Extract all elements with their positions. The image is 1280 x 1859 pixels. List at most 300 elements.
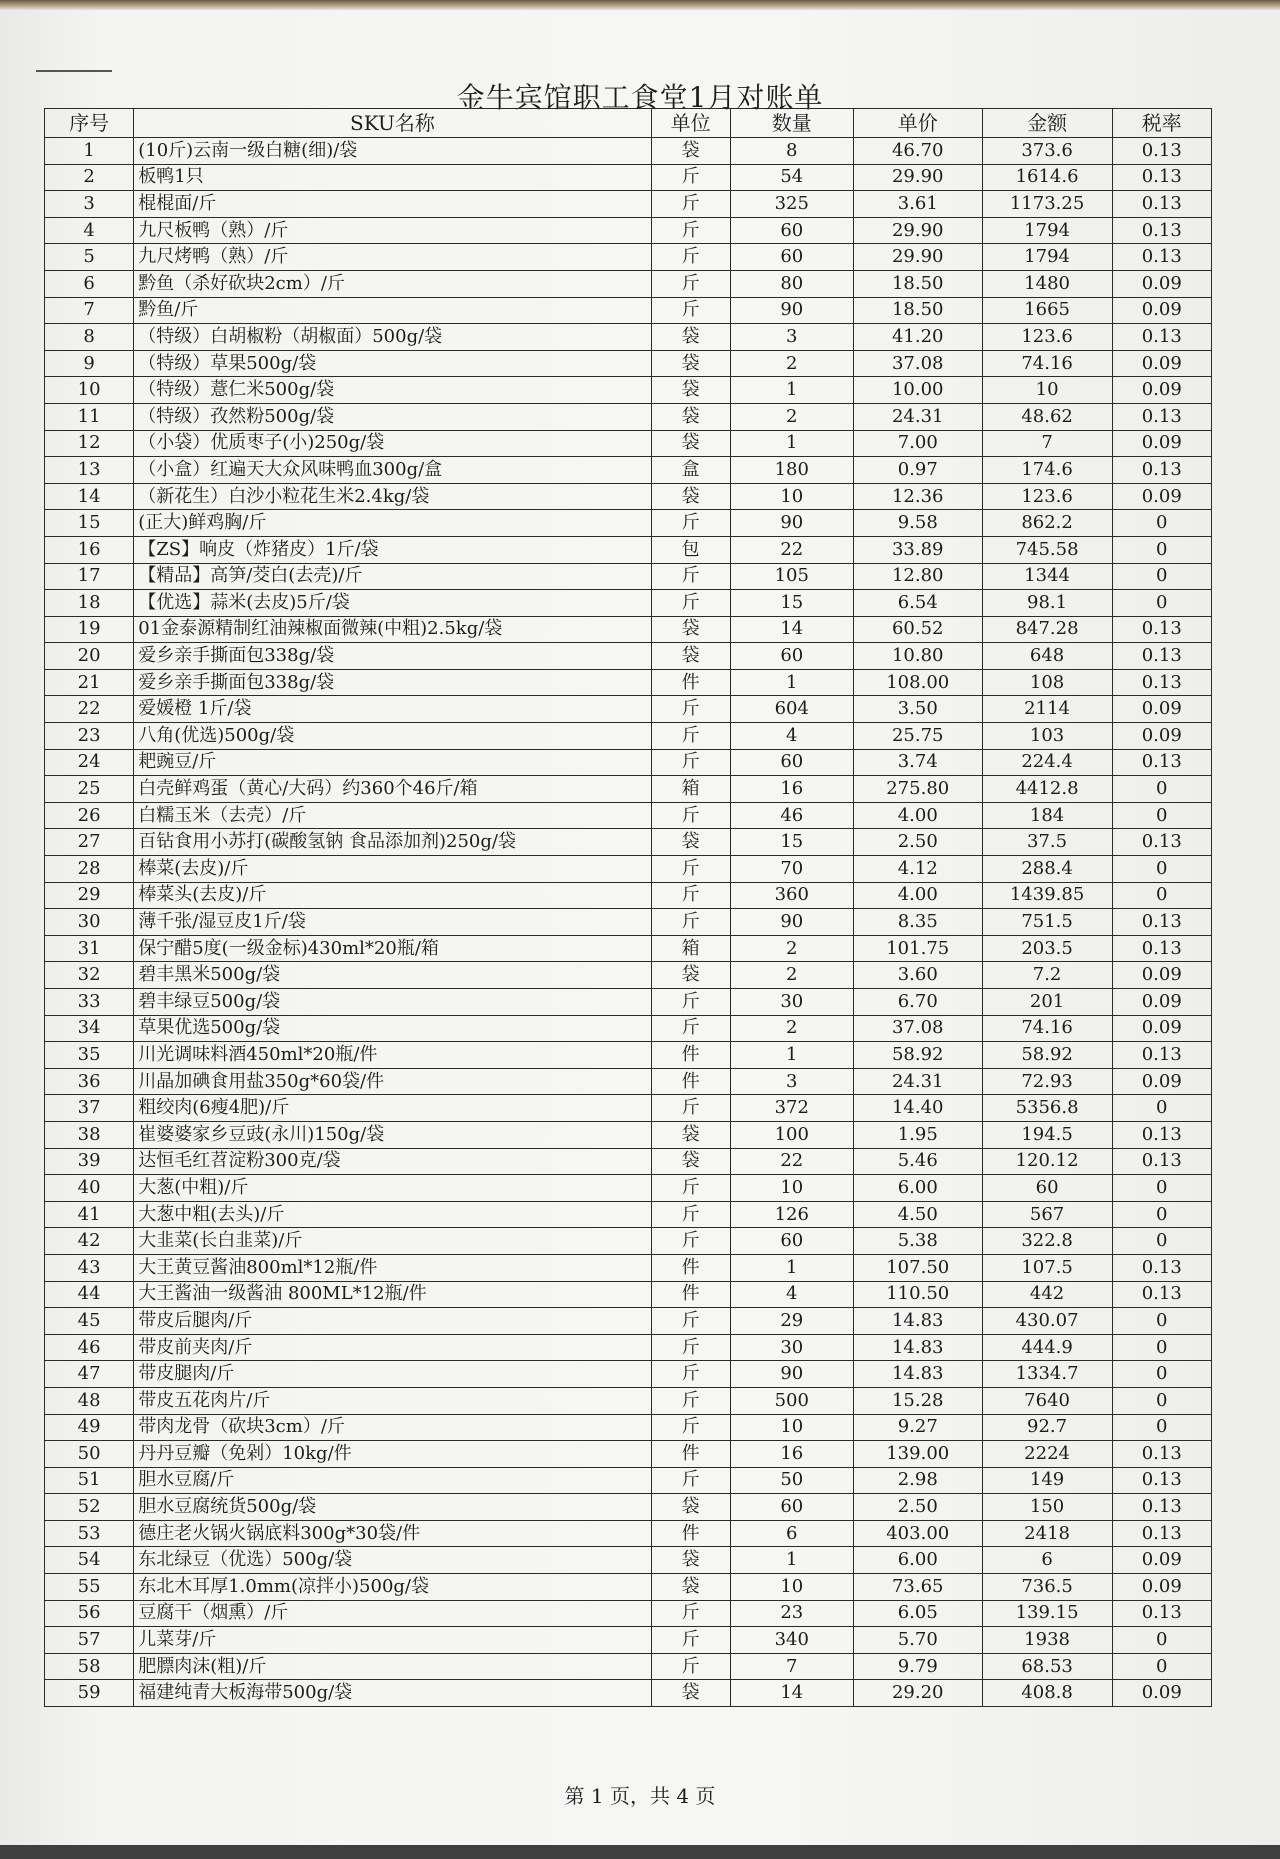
cell-index: 53	[45, 1520, 134, 1547]
cell-tax-rate: 0.09	[1112, 270, 1211, 297]
cell-amount: 224.4	[982, 749, 1112, 776]
cell-tax-rate: 0.13	[1112, 1254, 1211, 1281]
cell-quantity: 46	[730, 802, 853, 829]
cell-tax-rate: 0.09	[1112, 989, 1211, 1016]
cell-sku-name: 【精品】高笋/茭白(去壳)/斤	[134, 563, 651, 590]
cell-sku-name: 丹丹豆瓣（免剁）10kg/件	[134, 1441, 651, 1468]
cell-unit-price: 2.98	[853, 1467, 982, 1494]
cell-unit-price: 4.00	[853, 882, 982, 909]
cell-unit-price: 6.00	[853, 1175, 982, 1202]
cell-tax-rate: 0.13	[1112, 217, 1211, 244]
table-row	[45, 616, 1212, 643]
cell-amount: 201	[982, 989, 1112, 1016]
cell-quantity: 500	[730, 1387, 853, 1414]
cell-index: 9	[45, 350, 134, 377]
cell-tax-rate: 0	[1112, 510, 1211, 537]
cell-amount: 120.12	[982, 1148, 1112, 1175]
cell-quantity: 10	[730, 1574, 853, 1601]
table-row	[45, 1095, 1212, 1122]
cell-unit: 袋	[651, 962, 730, 989]
cell-unit: 袋	[651, 1148, 730, 1175]
cell-tax-rate: 0	[1112, 1175, 1211, 1202]
cell-quantity: 60	[730, 749, 853, 776]
cell-unit: 斤	[651, 191, 730, 218]
cell-unit-price: 4.12	[853, 856, 982, 883]
cell-unit: 包	[651, 536, 730, 563]
cell-unit: 斤	[651, 590, 730, 617]
table-row	[45, 1121, 1212, 1148]
cell-unit: 袋	[651, 324, 730, 351]
cell-index: 34	[45, 1015, 134, 1042]
cell-sku-name: 肥膘肉沫(粗)/斤	[134, 1653, 651, 1680]
cell-unit-price: 73.65	[853, 1574, 982, 1601]
cell-amount: 92.7	[982, 1414, 1112, 1441]
cell-quantity: 60	[730, 1228, 853, 1255]
cell-index: 5	[45, 244, 134, 271]
cell-unit-price: 8.35	[853, 909, 982, 936]
cell-amount: 745.58	[982, 536, 1112, 563]
cell-amount: 2114	[982, 696, 1112, 723]
cell-amount: 862.2	[982, 510, 1112, 537]
cell-unit-price: 107.50	[853, 1254, 982, 1281]
cell-quantity: 22	[730, 1148, 853, 1175]
cell-unit-price: 139.00	[853, 1441, 982, 1468]
cell-quantity: 60	[730, 643, 853, 670]
cell-tax-rate: 0.13	[1112, 909, 1211, 936]
cell-quantity: 90	[730, 297, 853, 324]
cell-quantity: 16	[730, 776, 853, 803]
cell-amount: 1794	[982, 217, 1112, 244]
cell-index: 1	[45, 138, 134, 165]
cell-tax-rate: 0	[1112, 1201, 1211, 1228]
cell-amount: 10	[982, 377, 1112, 404]
cell-unit: 袋	[651, 430, 730, 457]
cell-unit-price: 4.50	[853, 1201, 982, 1228]
cell-quantity: 23	[730, 1600, 853, 1627]
cell-sku-name: 带皮前夹肉/斤	[134, 1334, 651, 1361]
cell-sku-name: （特级）草果500g/袋	[134, 350, 651, 377]
cell-sku-name: 棍棍面/斤	[134, 191, 651, 218]
cell-quantity: 4	[730, 723, 853, 750]
cell-unit-price: 6.70	[853, 989, 982, 1016]
cell-unit-price: 10.80	[853, 643, 982, 670]
cell-unit-price: 3.74	[853, 749, 982, 776]
cell-quantity: 60	[730, 217, 853, 244]
table-row	[45, 217, 1212, 244]
cell-sku-name: 川晶加碘食用盐350g*60袋/件	[134, 1068, 651, 1095]
table-body	[45, 138, 1212, 1707]
cell-sku-name: 大葱(中粗)/斤	[134, 1175, 651, 1202]
cell-unit: 斤	[651, 297, 730, 324]
cell-unit-price: 29.90	[853, 164, 982, 191]
col-header-unit-price: 单价	[853, 109, 982, 138]
cell-index: 10	[45, 377, 134, 404]
cell-quantity: 15	[730, 829, 853, 856]
cell-tax-rate: 0.09	[1112, 1015, 1211, 1042]
cell-unit: 斤	[651, 749, 730, 776]
desk-edge-top	[0, 0, 1280, 10]
cell-sku-name: （特级）薏仁米500g/袋	[134, 377, 651, 404]
cell-unit: 斤	[651, 217, 730, 244]
cell-unit: 袋	[651, 1121, 730, 1148]
cell-quantity: 90	[730, 1361, 853, 1388]
cell-sku-name: 大韭菜(长白韭菜)/斤	[134, 1228, 651, 1255]
cell-amount: 48.62	[982, 403, 1112, 430]
cell-index: 45	[45, 1308, 134, 1335]
cell-unit-price: 9.27	[853, 1414, 982, 1441]
cell-unit: 斤	[651, 1414, 730, 1441]
cell-unit-price: 14.40	[853, 1095, 982, 1122]
cell-unit: 斤	[651, 1653, 730, 1680]
cell-amount: 1938	[982, 1627, 1112, 1654]
cell-unit: 箱	[651, 776, 730, 803]
cell-index: 17	[45, 563, 134, 590]
cell-tax-rate: 0.13	[1112, 669, 1211, 696]
cell-quantity: 105	[730, 563, 853, 590]
table-row	[45, 749, 1212, 776]
page-footer: 第 1 页，共 4 页	[564, 1784, 716, 1808]
cell-tax-rate: 0.13	[1112, 1494, 1211, 1521]
cell-index: 11	[45, 403, 134, 430]
cell-quantity: 180	[730, 457, 853, 484]
cell-tax-rate: 0	[1112, 1361, 1211, 1388]
cell-amount: 74.16	[982, 350, 1112, 377]
cell-quantity: 16	[730, 1441, 853, 1468]
table-row	[45, 1387, 1212, 1414]
table-row	[45, 536, 1212, 563]
cell-unit-price: 6.54	[853, 590, 982, 617]
cell-sku-name: 薄千张/湿豆皮1斤/袋	[134, 909, 651, 936]
cell-sku-name: 东北木耳厚1.0mm(凉拌小)500g/袋	[134, 1574, 651, 1601]
cell-tax-rate: 0	[1112, 856, 1211, 883]
cell-unit-price: 41.20	[853, 324, 982, 351]
table-row	[45, 776, 1212, 803]
cell-unit-price: 18.50	[853, 297, 982, 324]
cell-unit-price: 29.20	[853, 1680, 982, 1707]
cell-index: 16	[45, 536, 134, 563]
cell-index: 42	[45, 1228, 134, 1255]
cell-index: 33	[45, 989, 134, 1016]
cell-amount: 430.07	[982, 1308, 1112, 1335]
table-row	[45, 1653, 1212, 1680]
cell-sku-name: 豆腐干（烟熏）/斤	[134, 1600, 651, 1627]
cell-sku-name: 棒菜头(去皮)/斤	[134, 882, 651, 909]
cell-unit: 斤	[651, 270, 730, 297]
cell-unit: 件	[651, 1254, 730, 1281]
cell-index: 57	[45, 1627, 134, 1654]
cell-unit-price: 60.52	[853, 616, 982, 643]
cell-index: 19	[45, 616, 134, 643]
cell-index: 24	[45, 749, 134, 776]
table-row	[45, 403, 1212, 430]
table-row	[45, 483, 1212, 510]
cell-tax-rate: 0.09	[1112, 1068, 1211, 1095]
cell-unit: 袋	[651, 643, 730, 670]
table-row	[45, 1228, 1212, 1255]
cell-unit-price: 9.58	[853, 510, 982, 537]
cell-amount: 444.9	[982, 1334, 1112, 1361]
table-row	[45, 1494, 1212, 1521]
cell-quantity: 4	[730, 1281, 853, 1308]
cell-unit: 斤	[651, 909, 730, 936]
cell-tax-rate: 0	[1112, 536, 1211, 563]
cell-amount: 74.16	[982, 1015, 1112, 1042]
table-row	[45, 1254, 1212, 1281]
table-row	[45, 510, 1212, 537]
cell-amount: 1334.7	[982, 1361, 1112, 1388]
cell-amount: 72.93	[982, 1068, 1112, 1095]
table-row	[45, 1467, 1212, 1494]
cell-amount: 2224	[982, 1441, 1112, 1468]
cell-tax-rate: 0.09	[1112, 723, 1211, 750]
cell-tax-rate: 0.13	[1112, 324, 1211, 351]
cell-quantity: 2	[730, 962, 853, 989]
cell-amount: 648	[982, 643, 1112, 670]
cell-sku-name: 【优选】蒜米(去皮)5斤/袋	[134, 590, 651, 617]
cell-sku-name: 保宁醋5度(一级金标)430ml*20瓶/箱	[134, 935, 651, 962]
table-row	[45, 643, 1212, 670]
cell-unit: 斤	[651, 1228, 730, 1255]
table-row	[45, 1414, 1212, 1441]
cell-sku-name: 大王酱油一级酱油 800ML*12瓶/件	[134, 1281, 651, 1308]
cell-sku-name: 黔鱼（杀好砍块2cm）/斤	[134, 270, 651, 297]
table-row	[45, 1042, 1212, 1069]
cell-unit-price: 24.31	[853, 403, 982, 430]
cell-tax-rate: 0.13	[1112, 138, 1211, 165]
table-row	[45, 350, 1212, 377]
cell-sku-name: 【ZS】响皮（炸猪皮）1斤/袋	[134, 536, 651, 563]
cell-tax-rate: 0.13	[1112, 1600, 1211, 1627]
cell-unit-price: 18.50	[853, 270, 982, 297]
cell-quantity: 90	[730, 909, 853, 936]
cell-sku-name: 崔婆婆家乡豆豉(永川)150g/袋	[134, 1121, 651, 1148]
table-row	[45, 457, 1212, 484]
table-row	[45, 244, 1212, 271]
cell-amount: 174.6	[982, 457, 1112, 484]
table-row	[45, 1334, 1212, 1361]
table-row	[45, 1520, 1212, 1547]
cell-unit-price: 9.79	[853, 1653, 982, 1680]
cell-unit: 件	[651, 669, 730, 696]
cell-unit: 件	[651, 1042, 730, 1069]
cell-unit: 斤	[651, 856, 730, 883]
cell-unit-price: 3.50	[853, 696, 982, 723]
cell-unit: 斤	[651, 1627, 730, 1654]
cell-tax-rate: 0.09	[1112, 297, 1211, 324]
cell-amount: 1439.85	[982, 882, 1112, 909]
cell-tax-rate: 0	[1112, 776, 1211, 803]
cell-index: 13	[45, 457, 134, 484]
cell-unit-price: 6.05	[853, 1600, 982, 1627]
statement-table	[44, 108, 1212, 1707]
cell-amount: 2418	[982, 1520, 1112, 1547]
cell-amount: 203.5	[982, 935, 1112, 962]
cell-quantity: 22	[730, 536, 853, 563]
cell-tax-rate: 0	[1112, 1228, 1211, 1255]
cell-sku-name: 胆水豆腐/斤	[134, 1467, 651, 1494]
cell-tax-rate: 0	[1112, 1387, 1211, 1414]
cell-unit-price: 14.83	[853, 1334, 982, 1361]
cell-index: 40	[45, 1175, 134, 1202]
cell-unit: 箱	[651, 935, 730, 962]
table-row	[45, 430, 1212, 457]
cell-amount: 194.5	[982, 1121, 1112, 1148]
table-row	[45, 1015, 1212, 1042]
table-row	[45, 723, 1212, 750]
cell-unit-price: 46.70	[853, 138, 982, 165]
cell-quantity: 126	[730, 1201, 853, 1228]
cell-amount: 736.5	[982, 1574, 1112, 1601]
cell-unit-price: 24.31	[853, 1068, 982, 1095]
cell-index: 32	[45, 962, 134, 989]
cell-quantity: 10	[730, 483, 853, 510]
col-header-sku-name: SKU名称	[134, 109, 651, 138]
table-row	[45, 802, 1212, 829]
cell-amount: 107.5	[982, 1254, 1112, 1281]
cell-unit: 斤	[651, 563, 730, 590]
table-row	[45, 191, 1212, 218]
cell-unit-price: 1.95	[853, 1121, 982, 1148]
cell-sku-name: 八角(优选)500g/袋	[134, 723, 651, 750]
cell-unit-price: 37.08	[853, 350, 982, 377]
cell-amount: 5356.8	[982, 1095, 1112, 1122]
cell-tax-rate: 0.09	[1112, 696, 1211, 723]
cell-unit-price: 12.80	[853, 563, 982, 590]
cell-index: 55	[45, 1574, 134, 1601]
cell-unit: 斤	[651, 802, 730, 829]
cell-index: 12	[45, 430, 134, 457]
cell-index: 35	[45, 1042, 134, 1069]
table-row	[45, 882, 1212, 909]
cell-unit: 袋	[651, 829, 730, 856]
cell-sku-name: 白糯玉米（去壳）/斤	[134, 802, 651, 829]
cell-sku-name: 福建纯青大板海带500g/袋	[134, 1680, 651, 1707]
cell-tax-rate: 0	[1112, 563, 1211, 590]
col-header-unit: 单位	[651, 109, 730, 138]
cell-index: 44	[45, 1281, 134, 1308]
cell-amount: 98.1	[982, 590, 1112, 617]
cell-sku-name: 粗绞肉(6瘦4肥)/斤	[134, 1095, 651, 1122]
table-row	[45, 935, 1212, 962]
cell-amount: 149	[982, 1467, 1112, 1494]
cell-unit: 斤	[651, 244, 730, 271]
cell-amount: 322.8	[982, 1228, 1112, 1255]
cell-index: 39	[45, 1148, 134, 1175]
cell-unit-price: 5.38	[853, 1228, 982, 1255]
cell-quantity: 1	[730, 377, 853, 404]
table-row	[45, 1175, 1212, 1202]
cell-sku-name: 达恒毛红苕淀粉300克/袋	[134, 1148, 651, 1175]
cell-sku-name: 儿菜芽/斤	[134, 1627, 651, 1654]
cell-unit-price: 275.80	[853, 776, 982, 803]
cell-unit-price: 25.75	[853, 723, 982, 750]
cell-quantity: 340	[730, 1627, 853, 1654]
cell-amount: 150	[982, 1494, 1112, 1521]
cell-sku-name: 爱乡亲手撕面包338g/袋	[134, 669, 651, 696]
cell-unit: 袋	[651, 403, 730, 430]
cell-unit-price: 58.92	[853, 1042, 982, 1069]
cell-amount: 58.92	[982, 1042, 1112, 1069]
cell-unit-price: 29.90	[853, 217, 982, 244]
cell-sku-name: 九尺板鸭（熟）/斤	[134, 217, 651, 244]
cell-tax-rate: 0.13	[1112, 244, 1211, 271]
cell-quantity: 1	[730, 430, 853, 457]
cell-quantity: 10	[730, 1175, 853, 1202]
cell-unit-price: 101.75	[853, 935, 982, 962]
cell-index: 49	[45, 1414, 134, 1441]
cell-unit: 斤	[651, 1600, 730, 1627]
cell-unit-price: 10.00	[853, 377, 982, 404]
table-row	[45, 909, 1212, 936]
cell-index: 54	[45, 1547, 134, 1574]
table-row	[45, 1281, 1212, 1308]
table-row	[45, 138, 1212, 165]
col-header-quantity: 数量	[730, 109, 853, 138]
cell-index: 56	[45, 1600, 134, 1627]
cell-amount: 7.2	[982, 962, 1112, 989]
cell-quantity: 2	[730, 1015, 853, 1042]
cell-quantity: 2	[730, 403, 853, 430]
cell-index: 3	[45, 191, 134, 218]
cell-quantity: 30	[730, 989, 853, 1016]
cell-index: 59	[45, 1680, 134, 1707]
cell-unit: 件	[651, 1281, 730, 1308]
cell-tax-rate: 0.13	[1112, 1148, 1211, 1175]
page-title: 金牛宾馆职工食堂1月对账单	[456, 81, 824, 114]
cell-quantity: 325	[730, 191, 853, 218]
cell-quantity: 60	[730, 244, 853, 271]
cell-quantity: 70	[730, 856, 853, 883]
cell-quantity: 80	[730, 270, 853, 297]
cell-index: 52	[45, 1494, 134, 1521]
table-row	[45, 669, 1212, 696]
cell-quantity: 6	[730, 1520, 853, 1547]
cell-tax-rate: 0.13	[1112, 191, 1211, 218]
cell-sku-name: 九尺烤鸭（熟）/斤	[134, 244, 651, 271]
cell-unit: 斤	[651, 1361, 730, 1388]
cell-tax-rate: 0.13	[1112, 1121, 1211, 1148]
cell-index: 48	[45, 1387, 134, 1414]
cell-unit: 斤	[651, 1175, 730, 1202]
table-row	[45, 989, 1212, 1016]
cell-tax-rate: 0	[1112, 882, 1211, 909]
table-row	[45, 962, 1212, 989]
table-row	[45, 829, 1212, 856]
cell-unit: 件	[651, 1520, 730, 1547]
cell-tax-rate: 0	[1112, 1414, 1211, 1441]
cell-tax-rate: 0.13	[1112, 935, 1211, 962]
cell-index: 51	[45, 1467, 134, 1494]
cell-sku-name: 德庄老火锅火锅底料300g*30袋/件	[134, 1520, 651, 1547]
cell-index: 14	[45, 483, 134, 510]
table-row	[45, 377, 1212, 404]
cell-unit-price: 4.00	[853, 802, 982, 829]
cell-unit-price: 12.36	[853, 483, 982, 510]
cell-index: 23	[45, 723, 134, 750]
cell-unit-price: 3.61	[853, 191, 982, 218]
table-row	[45, 297, 1212, 324]
cell-unit: 斤	[651, 723, 730, 750]
cell-quantity: 372	[730, 1095, 853, 1122]
cell-unit: 斤	[651, 510, 730, 537]
cell-index: 8	[45, 324, 134, 351]
cell-sku-name: （新花生）白沙小粒花生米2.4kg/袋	[134, 483, 651, 510]
table-row	[45, 590, 1212, 617]
cell-index: 20	[45, 643, 134, 670]
cell-index: 7	[45, 297, 134, 324]
cell-quantity: 90	[730, 510, 853, 537]
cell-quantity: 1	[730, 1254, 853, 1281]
